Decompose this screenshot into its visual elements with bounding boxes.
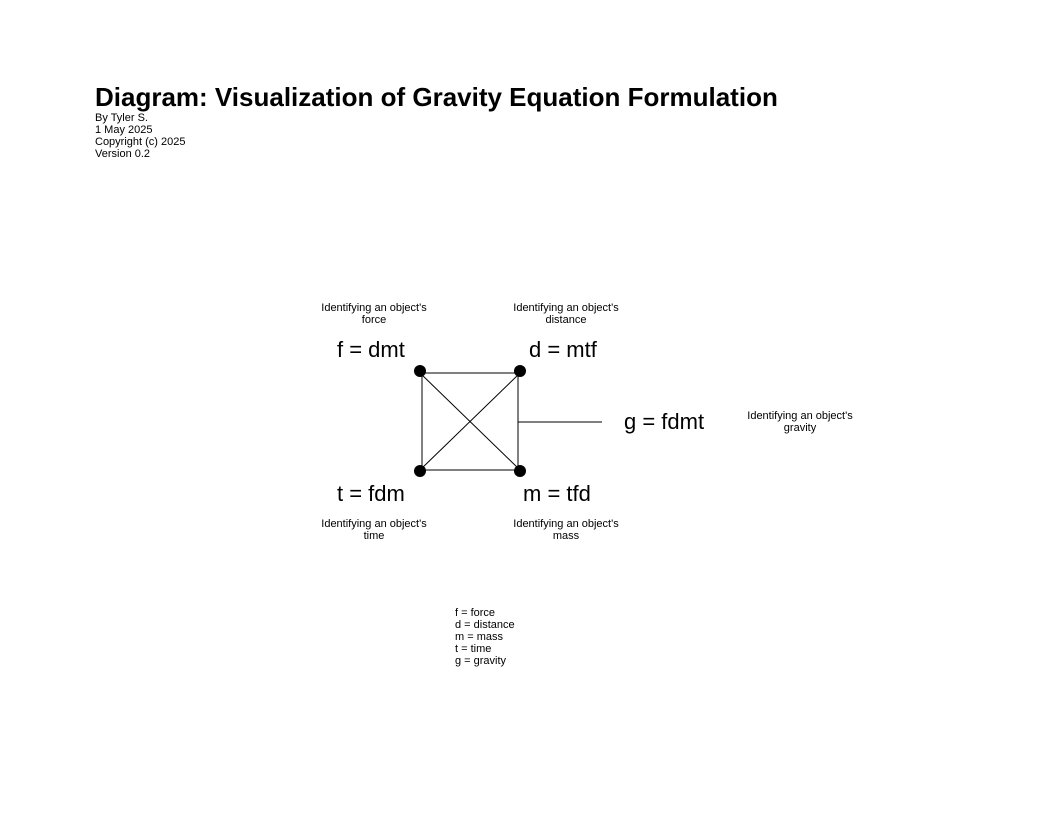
version-line: Version 0.2 [95,148,151,160]
legend-item-time: t = time [455,643,492,655]
gravity-description-line2: gravity [783,422,817,434]
mass-description-line1: Identifying an object's [513,518,619,530]
distance-description-line2: distance [545,314,587,326]
distance-description [496,302,636,326]
time-description-line2: time [363,530,385,542]
legend-item-distance: d = distance [455,619,515,631]
node-force-dot [414,365,426,377]
time-description [304,518,444,542]
node-mass-dot [514,465,526,477]
mass-equation: m = tfd [523,481,591,506]
page-title: Diagram: Visualization of Gravity Equation Formulation [95,82,778,112]
force-description-line1: Identifying an object's [321,302,427,314]
force-description-line2: force [361,314,387,326]
legend-item-gravity: g = gravity [455,655,507,667]
force-equation: f = dmt [337,337,405,362]
gravity-equation: g = fdmt [624,409,705,434]
time-equation: t = fdm [337,481,405,506]
gravity-description-line1: Identifying an object's [747,410,853,422]
legend [455,607,515,667]
author-line: By Tyler S. [95,112,148,124]
time-description-line1: Identifying an object's [321,518,427,530]
legend-item-force: f = force [455,607,496,619]
node-distance-dot [514,365,526,377]
force-description [304,302,444,326]
distance-description-line1: Identifying an object's [513,302,619,314]
node-time-dot [414,465,426,477]
legend-item-mass: m = mass [455,631,503,643]
mass-description [496,518,636,542]
mass-description-line2: mass [552,530,580,542]
distance-equation: d = mtf [529,337,597,362]
gravity-description [730,410,870,434]
copyright-line: Copyright (c) 2025 [95,136,186,148]
date-line: 1 May 2025 [95,124,153,136]
